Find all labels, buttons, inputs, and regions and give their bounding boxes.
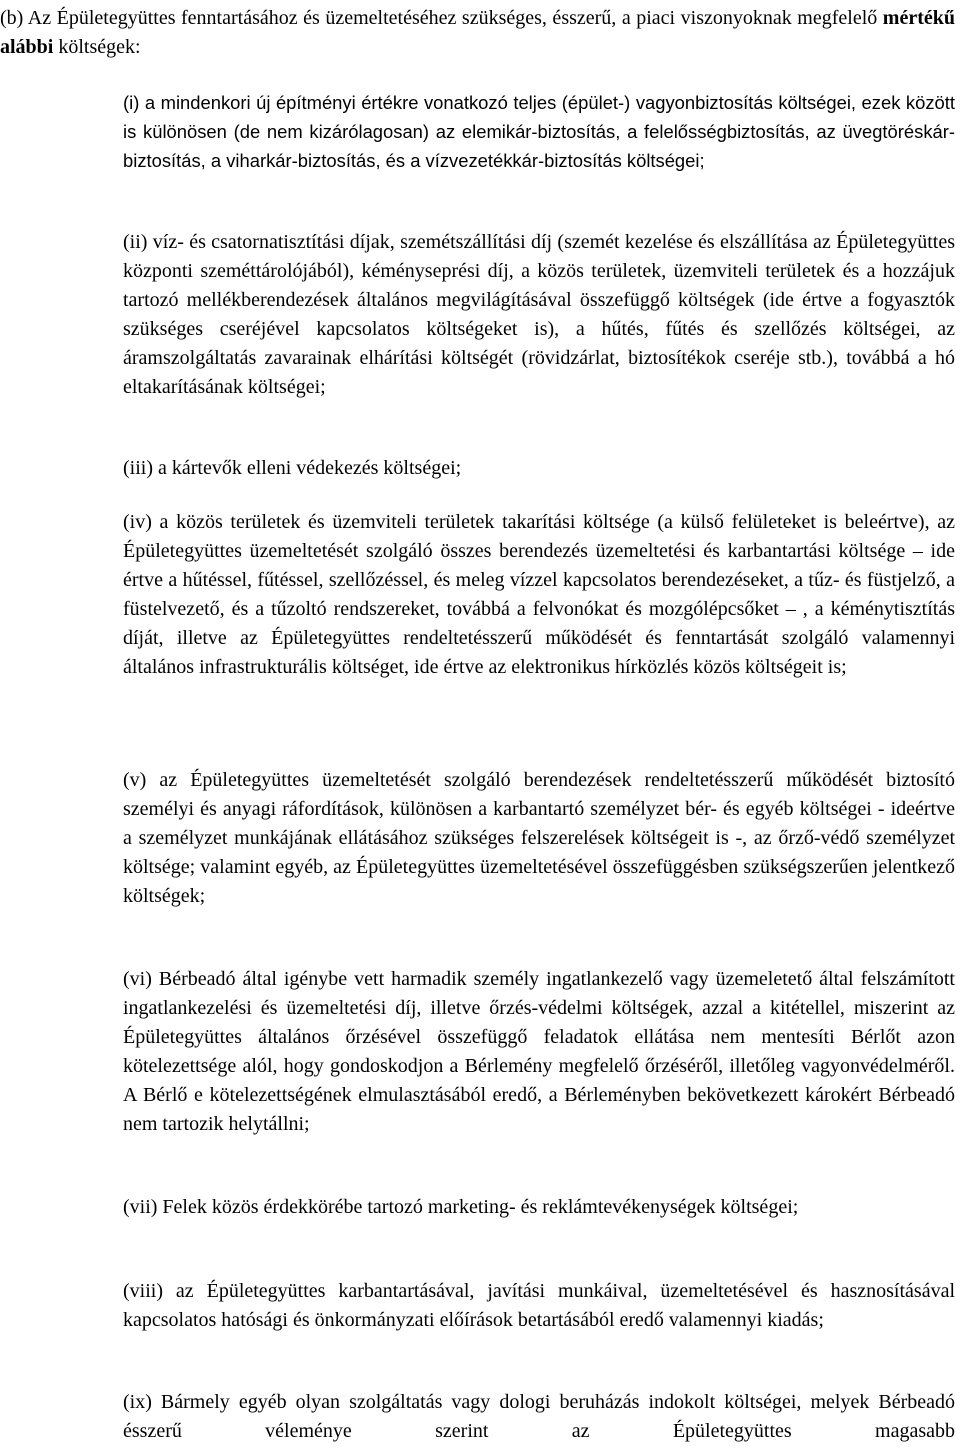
list-item-vi: (vi) Bérbeadó által igénybe vett harmadik személy ingatlankezelő vagy üzemeletető által felszámított ingatlankezelési és üzemeltetési díj, illetve őrzés-védelmi költségek, azzal a kitétellel, miszerint az Épületegyüttes általános őrzésével összefüggő feladatok ellátása nem mentesíti Bérlőt azon kötelezettsége alól, hogy gondoskodjon a Bérlemény megfelelő őrzéséről, illetőleg vagyonvédelméről. A Bérlő e kötelezettségének elmulasztásából eredő, a Bérleményben bekövetkezett károkért Bérbeadó nem tartozik helytállni; xyxy=(123,968,955,1135)
intro-text-start: (b) Az Épületegyüttes fenntartásához és üzemeltetéséhez szükséges, ésszerű, a piaci viszonyoknak megfelelő xyxy=(0,7,883,29)
list-item-viii: (viii) az Épületegyüttes karbantartásával, javítási munkáival, üzemeltetésével és hasznosításával kapcsolatos hatósági és önkormányzati előírások betartásából eredő valamennyi kiadás; xyxy=(123,1280,955,1331)
list-item-vii: (vii) Felek közös érdekkörébe tartozó marketing- és reklámtevékenységek költségei; xyxy=(123,1196,799,1218)
intro-text-end: költségek: xyxy=(53,36,141,58)
list-item-iii: (iii) a kártevők elleni védekezés költségei; xyxy=(123,457,462,479)
list-item-ix: (ix) Bármely egyéb olyan szolgáltatás vagy dologi beruházás indokolt költségei, melyek Bérbeadó ésszerű véleménye szerint az Épületegyüttes magasabb xyxy=(123,1391,955,1442)
list-item-i: (i) a mindenkori új építményi értékre vonatkozó teljes (épület-) vagyonbiztosítás költségei, ezek között is különösen (de nem kizárólagosan) az elemikár-biztosítás, a felelősségbiztosítás, az üvegtöréskár-biztosítás, a viharkár-biztosítás, és a vízvezetékkár-biztosítás költségei; xyxy=(123,92,955,171)
list-item-ii: (ii) víz- és csatornatisztítási díjak, szemétszállítási díj (szemét kezelése és elszállítása az Épületegyüttes központi szeméttárolójából), kéményseprési díj, a közös területek, üzemviteli területek és a hozzájuk tartozó mellékberendezések általános megvilágításával összefüggő költségek (ide értve a fogyasztók szükséges cseréjével kapcsolatos költségeket is), a hűtés, fűtés és szellőzés költségei, az áramszolgáltatás zavarainak elhárítási költségét (rövidzárlat, biztosítékok cseréje stb.), továbbá a hó eltakarításának költségei; xyxy=(123,231,955,398)
intro-bold-text: mértékű alábbi xyxy=(0,7,955,58)
list-item-iv: (iv) a közös területek és üzemviteli területek takarítási költsége (a külső felületeket is beleértve), az Épületegyüttes üzemeltetését szolgáló összes berendezés üzemeltetési és karbantartási költsége – ide értve a hűtéssel, fűtéssel, szellőzéssel, és meleg vízzel kapcsolatos berendezéseket, a tűz- és füstjelző, a füstelvezető, és a tűzoltó rendszereket, továbbá a felvonókat és mozgólépcsőket – , a kéménytisztítás díját, illetve az Épületegyüttes rendeltetésszerű működését és fenntartását szolgáló valamennyi általános infrastrukturális költséget, ide értve az elektronikus hírközlés közös költségeit is; xyxy=(123,511,955,678)
intro-paragraph xyxy=(0,4,955,62)
list-item-v: (v) az Épületegyüttes üzemeltetését szolgáló berendezések rendeltetésszerű működését biztosító személyi és anyagi ráfordítások, különösen a karbantartó személyzet bér- és egyéb költségei - ideértve a személyzet munkájának ellátásához szükséges felszerelések költségeit is -, az őrző-védő személyzet költsége; valamint egyéb, az Épületegyüttes üzemeltetésével összefüggésben szükségszerűen jelentkező költségek; xyxy=(123,769,955,907)
